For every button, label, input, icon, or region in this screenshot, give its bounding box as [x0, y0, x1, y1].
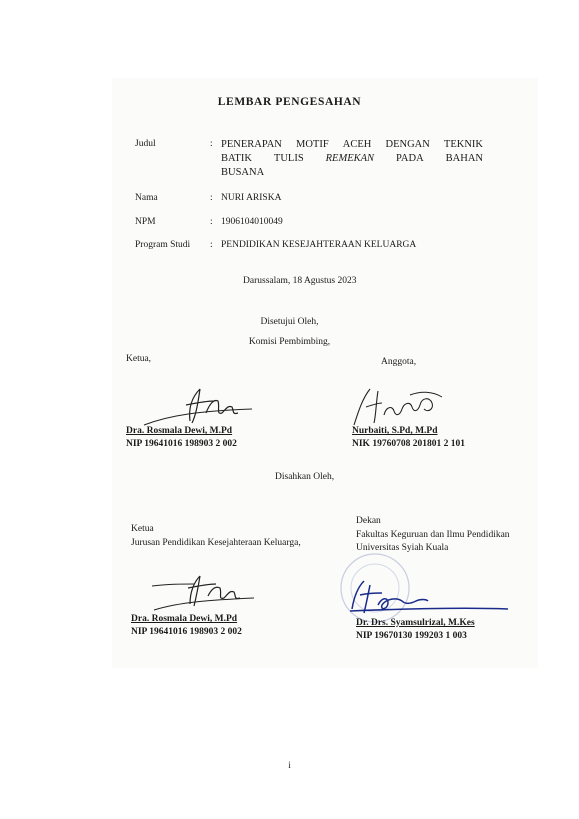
- judul-line-2: [221, 152, 483, 166]
- judul-word: BAHAN: [445, 153, 483, 164]
- page-number: i: [288, 760, 291, 770]
- prodi-colon: :: [210, 240, 213, 250]
- npm-label: NPM: [135, 217, 156, 227]
- judul-word: DENGAN: [385, 139, 430, 150]
- prodi-label: Program Studi: [135, 240, 191, 250]
- nama-value: NURI ARISKA: [221, 193, 282, 203]
- judul-word: MOTIF: [296, 139, 329, 150]
- npm-value: 1906104010049: [221, 217, 283, 227]
- judul-word: TEKNIK: [443, 139, 483, 150]
- judul-word: ACEH: [342, 139, 372, 150]
- prodi-value: PENDIDIKAN KESEJAHTERAAN KELUARGA: [221, 240, 417, 250]
- dean-unit-university: Universitas Syiah Kuala: [356, 543, 449, 553]
- member-nik: NIK 19760708 201801 2 101: [352, 439, 465, 449]
- judul-word: REMEKAN: [325, 153, 375, 164]
- nama-label: Nama: [135, 193, 158, 203]
- ratified-by: Disahkan Oleh,: [275, 472, 335, 482]
- dept-chair-unit: Jurusan Pendidikan Kesejahteraan Keluarga,: [131, 538, 301, 548]
- advisory-committee: Komisi Pembimbing,: [248, 337, 331, 347]
- judul-line-3: BUSANA: [221, 167, 265, 178]
- dean-signature-icon: [330, 575, 530, 620]
- place-date: Darussalam, 18 Agustus 2023: [243, 276, 357, 286]
- judul-word: BATIK: [221, 153, 252, 164]
- judul-colon: :: [210, 139, 213, 149]
- dept-chair-name: Dra. Rosmala Dewi, M.Pd: [131, 614, 238, 624]
- member-name: Nurbaiti, S.Pd, M.Pd: [352, 426, 438, 436]
- judul-value: [221, 138, 483, 180]
- dept-chair-title: Ketua: [131, 524, 154, 534]
- dean-nip: NIP 19670130 199203 1 003: [356, 631, 467, 641]
- dept-chair-signature-icon: [150, 570, 260, 615]
- chair-label: Ketua,: [126, 354, 152, 364]
- dean-unit-faculty: Fakultas Keguruan dan Ilmu Pendidikan: [356, 530, 510, 540]
- member-signature-icon: [340, 385, 450, 430]
- judul-label: Judul: [135, 139, 156, 149]
- chair-signature-icon: [140, 385, 260, 430]
- page-title: LEMBAR PENGESAHAN: [217, 96, 362, 108]
- chair-nip: NIP 19641016 198903 2 002: [126, 439, 237, 449]
- judul-line-1: [221, 138, 483, 152]
- approved-by: Disetujui Oleh,: [260, 317, 319, 327]
- member-label: Anggota,: [381, 357, 417, 367]
- nama-colon: :: [210, 193, 213, 203]
- judul-word: PENERAPAN: [221, 139, 282, 150]
- judul-word: TULIS: [273, 153, 304, 164]
- dept-chair-nip: NIP 19641016 198903 2 002: [131, 627, 242, 637]
- chair-name: Dra. Rosmala Dewi, M.Pd: [126, 426, 233, 436]
- dean-name: Dr. Drs. Syamsulrizal, M.Kes: [356, 618, 475, 628]
- npm-colon: :: [210, 217, 213, 227]
- judul-word: PADA: [396, 153, 424, 164]
- dean-title: Dekan: [356, 516, 381, 526]
